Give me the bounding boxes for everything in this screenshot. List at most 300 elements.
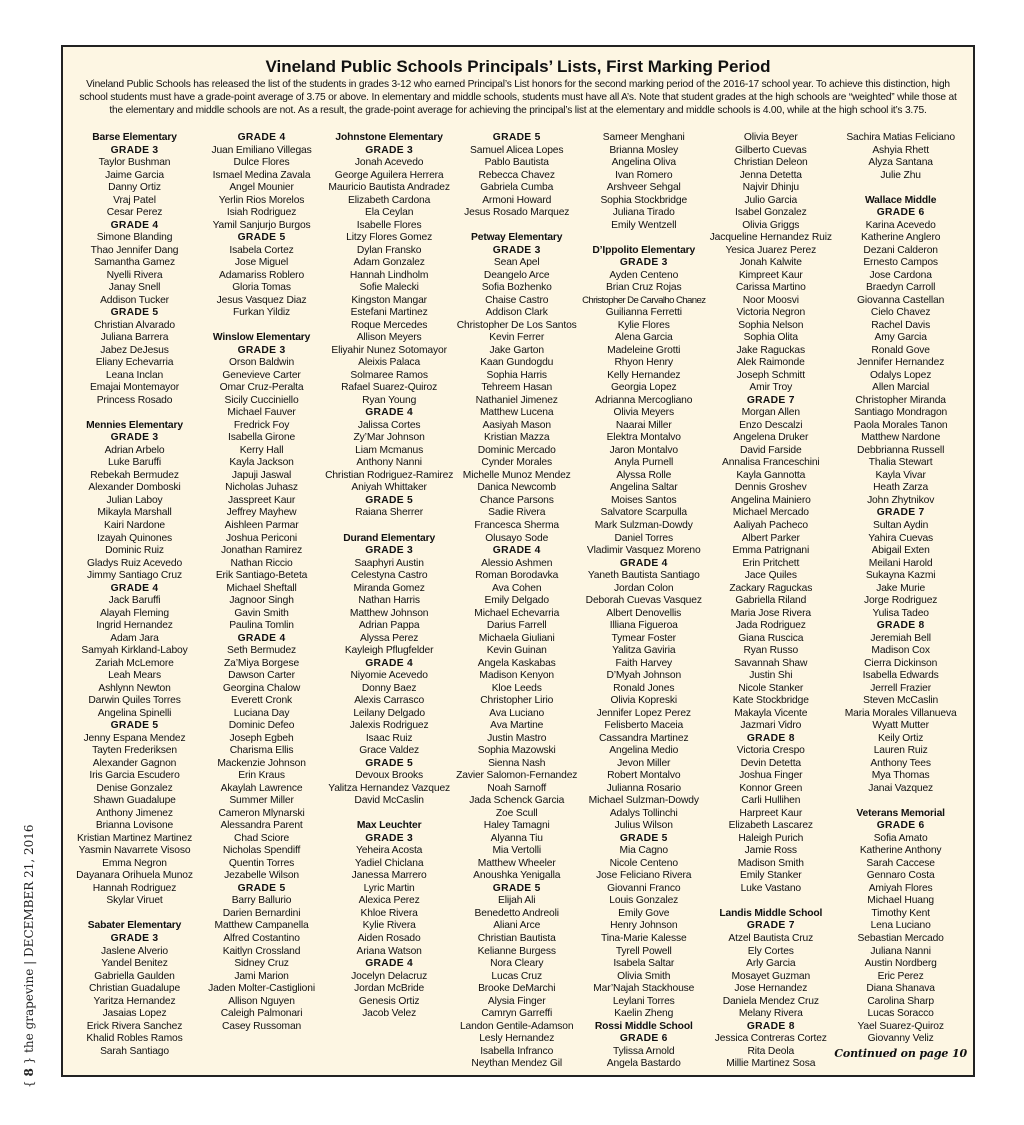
student-name: Janai Vazquez: [868, 782, 934, 794]
grade-heading: GRADE 4: [110, 582, 159, 594]
student-name: Michael Sulzman-Dowdy: [588, 795, 699, 807]
student-name: Joseph Egbeh: [229, 732, 294, 744]
student-name: Adrian Arbelo: [104, 444, 165, 456]
student-name: Maria Morales Villanueva: [844, 707, 957, 719]
grade-heading: GRADE 5: [365, 494, 414, 506]
column-2: [198, 132, 325, 1071]
student-name: Jada Rodriguez: [735, 620, 806, 632]
student-name: Leilany Delgado: [353, 707, 425, 719]
student-name: Enzo Descalzi: [739, 419, 803, 431]
student-name: Furkan Yildiz: [233, 307, 291, 319]
student-name: Nicole Stanker: [738, 682, 804, 694]
student-name: Roque Mercedes: [350, 319, 428, 331]
student-name: Chad Sciore: [234, 832, 290, 844]
student-name: Giovanny Veliz: [867, 1033, 934, 1045]
student-name: Matthew Lucena: [479, 407, 554, 419]
student-name: Aasiyah Mason: [482, 419, 551, 431]
student-name: Noah Sarnoff: [487, 782, 547, 794]
student-name: Angelena Druker: [733, 432, 809, 444]
student-name: Dennis Groshev: [734, 482, 807, 494]
spacer: [71, 407, 198, 420]
student-name: Lyric Martin: [363, 882, 415, 894]
student-name: Jasaias Lopez: [102, 1008, 167, 1020]
student-name: Za’Miya Borgese: [224, 657, 300, 669]
school-heading: Wallace Middle: [864, 194, 937, 206]
grade-heading: GRADE 4: [365, 657, 414, 669]
student-name: Justin Mastro: [487, 732, 547, 744]
student-name: Jalissa Cortes: [357, 419, 421, 431]
student-name: Alysia Finger: [487, 995, 546, 1007]
student-name: Zy’Mar Johnson: [353, 432, 425, 444]
student-name: Sofie Malecki: [359, 282, 419, 294]
student-name: Sidney Cruz: [234, 958, 289, 970]
student-name: Japuji Jaswal: [231, 469, 292, 481]
student-name: Carli Hullihen: [741, 795, 801, 807]
school-heading: Winslow Elementary: [212, 332, 311, 344]
student-name: Fredrick Foy: [233, 419, 290, 431]
student-name: Elijah Ali: [498, 895, 536, 907]
student-name: Cielo Chavez: [870, 307, 931, 319]
student-name: Anthony Nanni: [356, 457, 422, 469]
student-name: Deborah Cuevas Vasquez: [585, 595, 702, 607]
student-name: Amiyah Flores: [868, 882, 933, 894]
student-name: Victoria Negron: [736, 307, 806, 319]
student-name: Alexica Perez: [358, 895, 420, 907]
student-name: Gloria Tomas: [232, 282, 291, 294]
student-name: Jevon Miller: [617, 757, 671, 769]
grade-heading: GRADE 3: [619, 257, 668, 269]
student-name: Angelina Medio: [609, 745, 679, 757]
student-name: Gladys Ruiz Acevedo: [87, 557, 183, 569]
student-name: Samuel Alicea Lopes: [470, 144, 564, 156]
student-name: Faith Harvey: [615, 657, 673, 669]
student-name: Kayleigh Pflugfelder: [344, 645, 434, 657]
student-name: Thao Jennifer Dang: [90, 244, 179, 256]
student-name: Nathan Harris: [358, 595, 420, 607]
student-name: Abigail Exten: [871, 545, 930, 557]
student-name: Aliani Arce: [493, 920, 541, 932]
student-name: Emily Wentzell: [611, 219, 677, 231]
student-name: Steven McCaslin: [863, 695, 939, 707]
student-name: Albert Parker: [741, 532, 800, 544]
student-name: Jessica Contreras Cortez: [714, 1033, 827, 1045]
student-name: Kayla Gannotta: [736, 469, 806, 481]
student-name: Dylan Fransko: [356, 244, 422, 256]
student-name: Isiah Rodriguez: [226, 207, 297, 219]
student-name: Anoushka Yenigalla: [473, 870, 561, 882]
student-name: Julio Garcia: [744, 194, 798, 206]
spacer: [707, 895, 834, 908]
student-name: Gabriela Cumba: [480, 182, 554, 194]
school-heading: Mennies Elementary: [86, 419, 183, 431]
student-name: Sarah Santiago: [100, 1045, 169, 1057]
spacer: [580, 232, 707, 245]
student-name: Eric Perez: [877, 970, 924, 982]
student-name: David McCaslin: [354, 795, 424, 807]
student-name: Ronald Jones: [613, 682, 675, 694]
student-name: Ingrid Hernandez: [96, 620, 173, 632]
student-name: Everett Cronk: [231, 695, 293, 707]
student-name: Madison Kenyon: [479, 670, 555, 682]
student-name: Anthony Jimenez: [96, 807, 173, 819]
student-name: Yadiel Chiclana: [354, 857, 424, 869]
student-name: Raiana Sherrer: [355, 507, 423, 519]
student-name: Ava Cohen: [492, 582, 542, 594]
student-name: Olivia Griggs: [742, 219, 800, 231]
student-name: Luke Baruffi: [108, 457, 161, 469]
student-name: Christopher De Los Santos: [456, 319, 577, 331]
student-name: Isabel Gonzalez: [734, 207, 807, 219]
student-name: Mia Cagno: [619, 845, 668, 857]
student-name: Giovanni Franco: [607, 882, 681, 894]
student-name: Adrianna Mercogliano: [595, 394, 693, 406]
student-name: Jeffrey Mayhew: [226, 507, 297, 519]
student-name: Mosayet Guzman: [731, 970, 811, 982]
student-name: Katherine Anglero: [860, 232, 941, 244]
student-name: Michael Sheftall: [226, 582, 297, 594]
honor-roll-columns: [71, 132, 967, 1071]
student-name: Savannah Shaw: [734, 657, 808, 669]
page-number: 8: [22, 1068, 36, 1077]
student-name: Victoria Crespo: [736, 745, 805, 757]
student-name: Nicholas Spendiff: [222, 845, 301, 857]
student-name: Rachel Davis: [871, 319, 931, 331]
student-name: Ely Cortes: [747, 945, 794, 957]
student-name: Grace Valdez: [359, 745, 420, 757]
student-name: Darwin Quiles Torres: [88, 695, 181, 707]
grade-heading: GRADE 8: [876, 620, 925, 632]
student-name: Estefani Martinez: [350, 307, 428, 319]
student-name: Yulisa Tadeo: [872, 607, 929, 619]
student-name: Yahira Cuevas: [868, 532, 934, 544]
student-name: Ryan Young: [362, 394, 417, 406]
grade-heading: GRADE 3: [110, 432, 159, 444]
student-name: Angelina Spinelli: [97, 707, 172, 719]
student-name: Aleixis Palaca: [358, 357, 421, 369]
student-name: Dulce Flores: [233, 157, 290, 169]
student-name: Yalitza Gaviria: [612, 645, 676, 657]
student-name: Meilani Harold: [868, 557, 933, 569]
grade-heading: GRADE 4: [619, 557, 668, 569]
student-name: Kate Stockbridge: [732, 695, 809, 707]
student-name: Gabriella Gaulden: [94, 970, 175, 982]
column-7: [834, 132, 967, 1071]
student-name: Sophia Harris: [486, 369, 547, 381]
student-name: Michael Huang: [867, 895, 935, 907]
student-name: Najvir Dhinju: [742, 182, 799, 194]
student-name: Zariah McLemore: [95, 657, 174, 669]
student-name: Darius Farrell: [486, 620, 547, 632]
student-name: Alek Raimonde: [736, 357, 805, 369]
student-name: Kayla Jackson: [229, 457, 294, 469]
student-name: Mar’Najah Stackhouse: [593, 983, 695, 995]
column-5: [580, 132, 707, 1071]
student-name: Sophia Stockbridge: [600, 194, 688, 206]
student-name: Liam Mcmanus: [355, 444, 424, 456]
student-name: Mauricio Bautista Andradez: [328, 182, 450, 194]
student-name: Noor Moosvi: [742, 294, 799, 306]
student-name: Sultan Aydin: [873, 519, 929, 531]
student-name: Cesar Perez: [106, 207, 163, 219]
student-name: Yesica Juarez Perez: [725, 244, 817, 256]
grade-heading: GRADE 3: [110, 144, 159, 156]
student-name: Henry Johnson: [610, 920, 678, 932]
grade-heading: GRADE 6: [876, 207, 925, 219]
student-name: Olivia Smith: [617, 970, 671, 982]
student-name: Jake Raguckas: [736, 344, 805, 356]
grade-heading: GRADE 5: [492, 882, 541, 894]
student-name: Leana Inclan: [105, 369, 164, 381]
student-name: Sadie Rivera: [488, 507, 546, 519]
student-name: Samantha Gamez: [94, 257, 175, 269]
student-name: Yaneth Bautista Santiago: [587, 570, 700, 582]
student-name: Gavin Smith: [234, 607, 289, 619]
grade-heading: GRADE 3: [237, 344, 286, 356]
student-name: Jamie Ross: [744, 845, 797, 857]
student-name: Jacqueline Hernandez Ruiz: [709, 232, 832, 244]
column-4: [453, 132, 580, 1071]
school-heading: Max Leuchter: [356, 820, 422, 832]
student-name: Illiana Figueroa: [609, 620, 678, 632]
student-name: Emily Gove: [618, 907, 670, 919]
student-name: Tina-Marie Kalesse: [600, 933, 687, 944]
student-name: Nicholas Juhasz: [225, 482, 298, 494]
student-name: Matthew Wheeler: [477, 857, 556, 869]
student-name: Isaac Ruiz: [365, 732, 413, 744]
student-name: Caleigh Palmonari: [220, 1008, 303, 1020]
student-name: Allen Marcial: [872, 382, 930, 394]
student-name: George Aguilera Herrera: [334, 169, 444, 181]
student-name: Jagnoor Singh: [229, 595, 294, 607]
student-name: Kerry Hall: [239, 444, 284, 456]
student-name: Christopher De Carvalho Chanez: [582, 294, 706, 306]
grade-heading: GRADE 3: [365, 545, 414, 557]
student-name: Kloe Leeds: [491, 682, 542, 694]
student-name: Brianna Lovisone: [95, 820, 174, 832]
student-name: Genevieve Carter: [222, 369, 301, 381]
student-name: Madison Cox: [871, 645, 930, 657]
student-name: Ariana Watson: [356, 945, 422, 957]
student-name: Dawson Carter: [228, 670, 295, 682]
student-name: Felisberto Maceia: [604, 720, 684, 732]
student-name: Jaime Garcia: [105, 169, 164, 181]
grade-heading: GRADE 4: [237, 632, 286, 644]
article-title: Vineland Public Schools Principals’ Lists, First Marking Period: [265, 57, 771, 76]
student-name: Emma Patrignani: [732, 545, 810, 557]
student-name: Georgina Chalow: [222, 682, 301, 694]
student-name: Moises Santos: [610, 494, 677, 506]
student-name: Allison Nguyen: [228, 995, 295, 1007]
student-name: Arshveer Sehgal: [606, 182, 681, 194]
student-name: Amir Troy: [749, 382, 793, 394]
student-name: Lucas Cruz: [491, 970, 542, 982]
student-name: Aiden Rosado: [357, 933, 421, 944]
student-name: Nathaniel Jimenez: [475, 394, 558, 406]
student-name: Elizabeth Cardona: [348, 194, 431, 206]
student-name: Saaphyri Austin: [354, 557, 424, 569]
student-name: Nyelli Rivera: [106, 269, 163, 281]
student-name: Jose Cardona: [869, 269, 932, 281]
student-name: Pablo Bautista: [484, 157, 549, 169]
student-name: Dominic Mercado: [477, 444, 556, 456]
student-name: Alexis Carrasco: [354, 695, 425, 707]
student-name: Ela Ceylan: [364, 207, 414, 219]
student-name: Luke Vastano: [740, 882, 801, 894]
student-name: Darien Bernardini: [222, 907, 301, 919]
student-name: Michelle Munoz Mendez: [462, 469, 571, 481]
student-name: Rita Deola: [747, 1045, 795, 1057]
student-name: Jennifer Lopez Perez: [596, 707, 691, 719]
student-name: Celestyna Castro: [350, 570, 428, 582]
student-name: Hannah Lindholm: [349, 269, 429, 281]
student-name: Simone Blanding: [96, 232, 173, 244]
student-name: Michaela Giuliani: [478, 632, 555, 644]
student-name: Sarah Caccese: [866, 857, 935, 869]
student-name: Emajai Montemayor: [90, 382, 180, 394]
student-name: Barry Ballurio: [231, 895, 292, 907]
student-name: Dominic Ruiz: [105, 545, 164, 557]
student-name: Elizabeth Lascarez: [728, 820, 813, 832]
student-name: Sean Apel: [493, 257, 540, 269]
student-name: Eliany Echevarria: [95, 357, 174, 369]
student-name: Sukayna Kazmi: [865, 570, 936, 582]
student-name: Lesly Hernandez: [479, 1033, 555, 1045]
student-name: Erin Kraus: [238, 770, 285, 782]
student-name: Julian Laboy: [106, 494, 163, 506]
student-name: Yandel Benitez: [101, 958, 168, 970]
student-name: Addison Clark: [485, 307, 548, 319]
student-name: Tyrell Powell: [615, 945, 672, 957]
student-name: John Zhytnikov: [867, 494, 935, 506]
student-name: Benedetto Andreoli: [474, 907, 559, 919]
student-name: Cierra Dickinson: [864, 657, 938, 669]
spacer: [198, 320, 325, 333]
student-name: Rafael Suarez-Quiroz: [341, 382, 438, 394]
student-name: Jose Miguel: [234, 257, 289, 269]
student-name: Jake Garton: [489, 344, 544, 356]
school-heading: Sabater Elementary: [87, 920, 182, 932]
student-name: Arly Garcia: [746, 958, 796, 970]
student-name: Hannah Rodriguez: [92, 882, 177, 894]
student-name: Kylie Flores: [617, 319, 670, 331]
student-name: Alexander Domboski: [88, 482, 181, 494]
student-name: Zoe Scull: [495, 807, 538, 819]
student-name: Allison Meyers: [356, 332, 422, 344]
student-name: Princess Rosado: [96, 394, 173, 406]
student-name: Jonah Acevedo: [354, 157, 424, 169]
student-name: Yaritza Hernandez: [93, 995, 176, 1007]
student-name: Jace Quiles: [744, 570, 797, 582]
school-heading: Landis Middle School: [719, 907, 823, 919]
grade-heading: GRADE 8: [746, 1020, 795, 1032]
spacer: [834, 182, 967, 195]
grade-heading: GRADE 4: [365, 407, 414, 419]
column-6: [707, 132, 834, 1071]
student-name: Kelly Hernandez: [607, 369, 681, 381]
spacer: [325, 808, 453, 821]
student-name: Samyah Kirkland-Laboy: [81, 645, 188, 657]
student-name: Jazmari Vidro: [740, 720, 802, 732]
student-name: Jonah Kalwite: [739, 257, 802, 269]
student-name: Khloe Rivera: [360, 907, 418, 919]
student-name: Gilberto Cuevas: [734, 144, 807, 156]
student-name: Shawn Guadalupe: [93, 795, 176, 807]
student-name: Gabriella Riland: [735, 595, 807, 607]
student-name: Karina Acevedo: [865, 219, 936, 231]
grade-heading: GRADE 7: [746, 920, 795, 932]
student-name: Robert Montalvo: [607, 770, 681, 782]
student-name: Kaitlyn Crossland: [222, 945, 301, 957]
student-name: Alyza Santana: [868, 157, 933, 169]
student-name: Adalys Tollinchi: [609, 807, 678, 819]
student-name: Omar Cruz-Peralta: [219, 382, 304, 394]
student-name: Naarai Miller: [615, 419, 672, 431]
student-name: Elektra Montalvo: [606, 432, 681, 444]
grade-heading: GRADE 3: [365, 144, 414, 156]
student-name: Sophia Olita: [743, 332, 798, 344]
article-box: [61, 45, 975, 1077]
grade-heading: GRADE 5: [492, 132, 541, 143]
student-name: Haleigh Purich: [738, 832, 804, 844]
student-name: Isabella Infranco: [480, 1045, 554, 1057]
student-name: Isabela Saltar: [613, 958, 675, 970]
student-name: Jonathan Ramirez: [220, 545, 303, 557]
student-name: Millie Martinez Sosa: [726, 1058, 816, 1070]
student-name: Deangelo Arce: [483, 269, 550, 281]
student-name: Khalid Robles Ramos: [86, 1033, 183, 1045]
student-name: Katherine Anthony: [859, 845, 942, 857]
sidebar-folio: { 8 } the grapevine | DECEMBER 21, 2016: [22, 824, 36, 1088]
grade-heading: GRADE 7: [746, 394, 795, 406]
student-name: Ryan Russo: [743, 645, 799, 657]
student-name: Janay Snell: [108, 282, 161, 294]
student-name: Zavier Salomon-Fernandez: [456, 770, 578, 782]
student-name: Alfred Costantino: [223, 933, 300, 944]
student-name: Debbrianna Russell: [857, 444, 945, 456]
student-name: Haley Tamagni: [483, 820, 550, 832]
student-name: Sameer Menghani: [602, 132, 685, 143]
student-name: Matthew Johnson: [349, 607, 429, 619]
student-name: Niyomie Acevedo: [350, 670, 428, 682]
student-name: Austin Nordberg: [864, 958, 937, 970]
student-name: Zackary Raguckas: [729, 582, 813, 594]
student-name: Brooke DeMarchi: [478, 983, 556, 995]
student-name: Cassandra Martinez: [599, 732, 689, 744]
student-name: Michael Fauver: [227, 407, 296, 419]
student-name: Erik Santiago-Beteta: [215, 570, 308, 582]
column-3: [325, 132, 453, 1071]
student-name: Litzy Flores Gomez: [346, 232, 433, 244]
student-name: Jordan Colon: [614, 582, 674, 594]
student-name: Lauren Ruiz: [873, 745, 928, 757]
student-name: Taylor Bushman: [98, 157, 171, 169]
student-name: Tayten Frederiksen: [92, 745, 177, 757]
student-name: Leah Mears: [108, 670, 161, 682]
student-name: Maria Jose Rivera: [730, 607, 811, 619]
student-name: Angela Kaskabas: [477, 657, 556, 669]
student-name: Cameron Mlynarski: [218, 807, 305, 819]
student-name: Sofia Bozhenko: [481, 282, 552, 294]
student-name: Madison Smith: [737, 857, 804, 869]
student-name: Julius Wilson: [614, 820, 673, 832]
student-name: Isabela Cortez: [229, 244, 294, 256]
student-name: Solmaree Ramos: [350, 369, 428, 381]
student-name: Donny Baez: [361, 682, 417, 694]
student-name: Brian Cruz Rojas: [606, 282, 682, 294]
spacer: [71, 908, 198, 921]
spacer: [453, 220, 580, 233]
student-name: Christian Rodriguez-Ramirez: [325, 469, 454, 481]
